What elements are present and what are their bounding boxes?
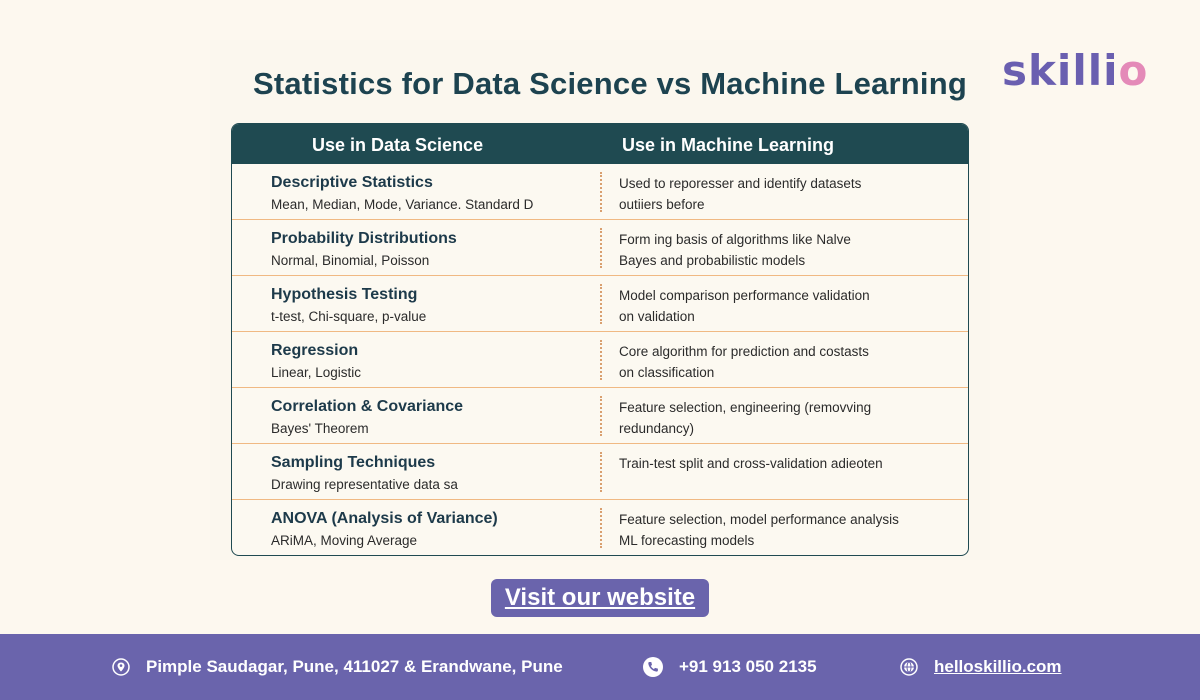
- row-ml-use-cont: on classification: [619, 365, 715, 380]
- table-row: [232, 500, 968, 556]
- row-ml-use-cont: ML forecasting models: [619, 533, 755, 548]
- row-ml-use: Feature selection, model performance analysis: [619, 512, 899, 527]
- row-ml-use: Feature selection, engineering (removving: [619, 400, 872, 415]
- phone-text: +91 913 050 2135: [679, 657, 817, 676]
- row-topic: Hypothesis Testing: [271, 286, 418, 303]
- phone-icon: [643, 657, 663, 677]
- column-divider: [600, 172, 602, 212]
- logo-text-end: o: [1118, 46, 1149, 95]
- row-topic: ANOVA (Analysis of Variance): [271, 510, 498, 527]
- header-machine-learning: Use in Machine Learning: [622, 135, 835, 155]
- row-topic-detail: Linear, Logistic: [271, 365, 362, 380]
- row-ml-use: Train-test split and cross-validation adieoten: [619, 456, 883, 471]
- row-topic: Correlation & Covariance: [271, 398, 464, 415]
- row-topic: Descriptive Statistics: [271, 174, 433, 191]
- table-row: [232, 444, 968, 500]
- row-topic-detail: Normal, Binomial, Poisson: [271, 253, 430, 268]
- table-row: [232, 164, 968, 220]
- footer-phone[interactable]: [643, 657, 817, 677]
- row-topic-detail: Bayes' Theorem: [271, 421, 369, 436]
- column-divider: [600, 396, 602, 436]
- column-divider: [600, 284, 602, 324]
- skillio-logo[interactable]: [1002, 46, 1148, 95]
- column-divider: [600, 340, 602, 380]
- row-ml-use: Form ing basis of algorithms like Nalve: [619, 232, 851, 247]
- comparison-table: [231, 123, 969, 556]
- column-divider: [600, 452, 602, 492]
- footer-email[interactable]: [900, 657, 1062, 677]
- visit-website-button[interactable]: Visit our website: [491, 579, 709, 617]
- page-title: Statistics for Data Science vs Machine Learning: [252, 66, 968, 101]
- table-row: [232, 332, 968, 388]
- row-topic-detail: t-test, Chi-square, p-value: [271, 309, 427, 324]
- logo-text: skilli: [1002, 46, 1119, 95]
- header-data-science: Use in Data Science: [312, 135, 484, 155]
- row-topic-detail: Drawing representative data sa: [271, 477, 458, 492]
- address-text: Pimple Saudagar, Pune, 411027 & Erandwane, Pune: [146, 657, 563, 676]
- table-header: [232, 124, 968, 164]
- row-ml-use-cont: Bayes and probabilistic models: [619, 253, 806, 268]
- row-topic: Sampling Techniques: [271, 454, 436, 471]
- table-row: [232, 220, 968, 276]
- row-ml-use-cont: on validation: [619, 309, 695, 324]
- table-row: [232, 276, 968, 332]
- row-topic-detail: Mean, Median, Mode, Variance. Standard D: [271, 197, 534, 212]
- row-topic: Regression: [271, 342, 359, 359]
- row-ml-use: Core algorithm for prediction and costasts: [619, 344, 869, 359]
- row-topic-detail: ARiMA, Moving Average: [271, 533, 418, 548]
- footer-address: [112, 657, 563, 677]
- row-topic: Probability Distributions: [271, 230, 457, 247]
- column-divider: [600, 228, 602, 268]
- row-ml-use: Model comparison performance validation: [619, 288, 870, 303]
- row-ml-use-cont: outiiers before: [619, 197, 705, 212]
- globe-icon: [900, 658, 918, 676]
- map-pin-icon: [112, 658, 130, 676]
- footer-bar: [0, 634, 1200, 700]
- table-row: [232, 388, 968, 444]
- row-ml-use: Used to reporesser and identify datasets: [619, 176, 862, 191]
- row-ml-use-cont: redundancy): [619, 421, 695, 436]
- column-divider: [600, 508, 602, 548]
- email-link: helloskillio.com: [934, 657, 1062, 676]
